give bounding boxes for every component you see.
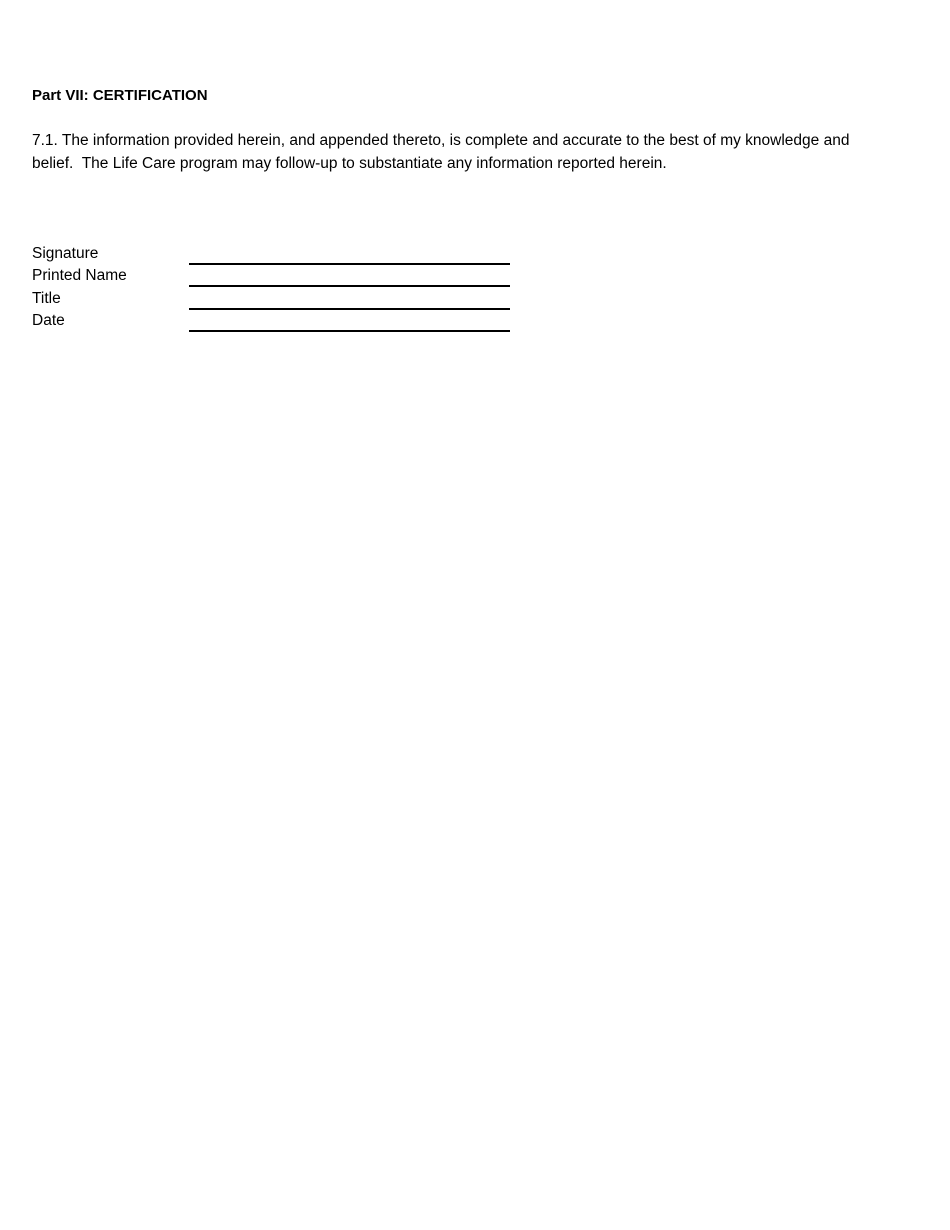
printed-name-row [32, 265, 512, 287]
certification-statement [32, 130, 902, 175]
signature-label: Signature [32, 245, 99, 262]
section-title: Part VII: CERTIFICATION [32, 87, 208, 104]
title-row [32, 288, 512, 310]
date-row [32, 310, 512, 332]
certification-fields [32, 243, 512, 333]
signature-row [32, 243, 512, 265]
date-label: Date [32, 312, 65, 330]
title-label: Title [32, 289, 61, 307]
statement-line-1: 7.1. The information provided herein, and appended thereto, is complete and accurate to the best of my knowledge and [32, 132, 850, 149]
statement-line-2: belief. The Life Care program may follow-up to substantiate any information reported herein. [32, 154, 667, 172]
date-line[interactable] [189, 330, 510, 332]
printed-name-label: Printed Name [32, 267, 127, 285]
